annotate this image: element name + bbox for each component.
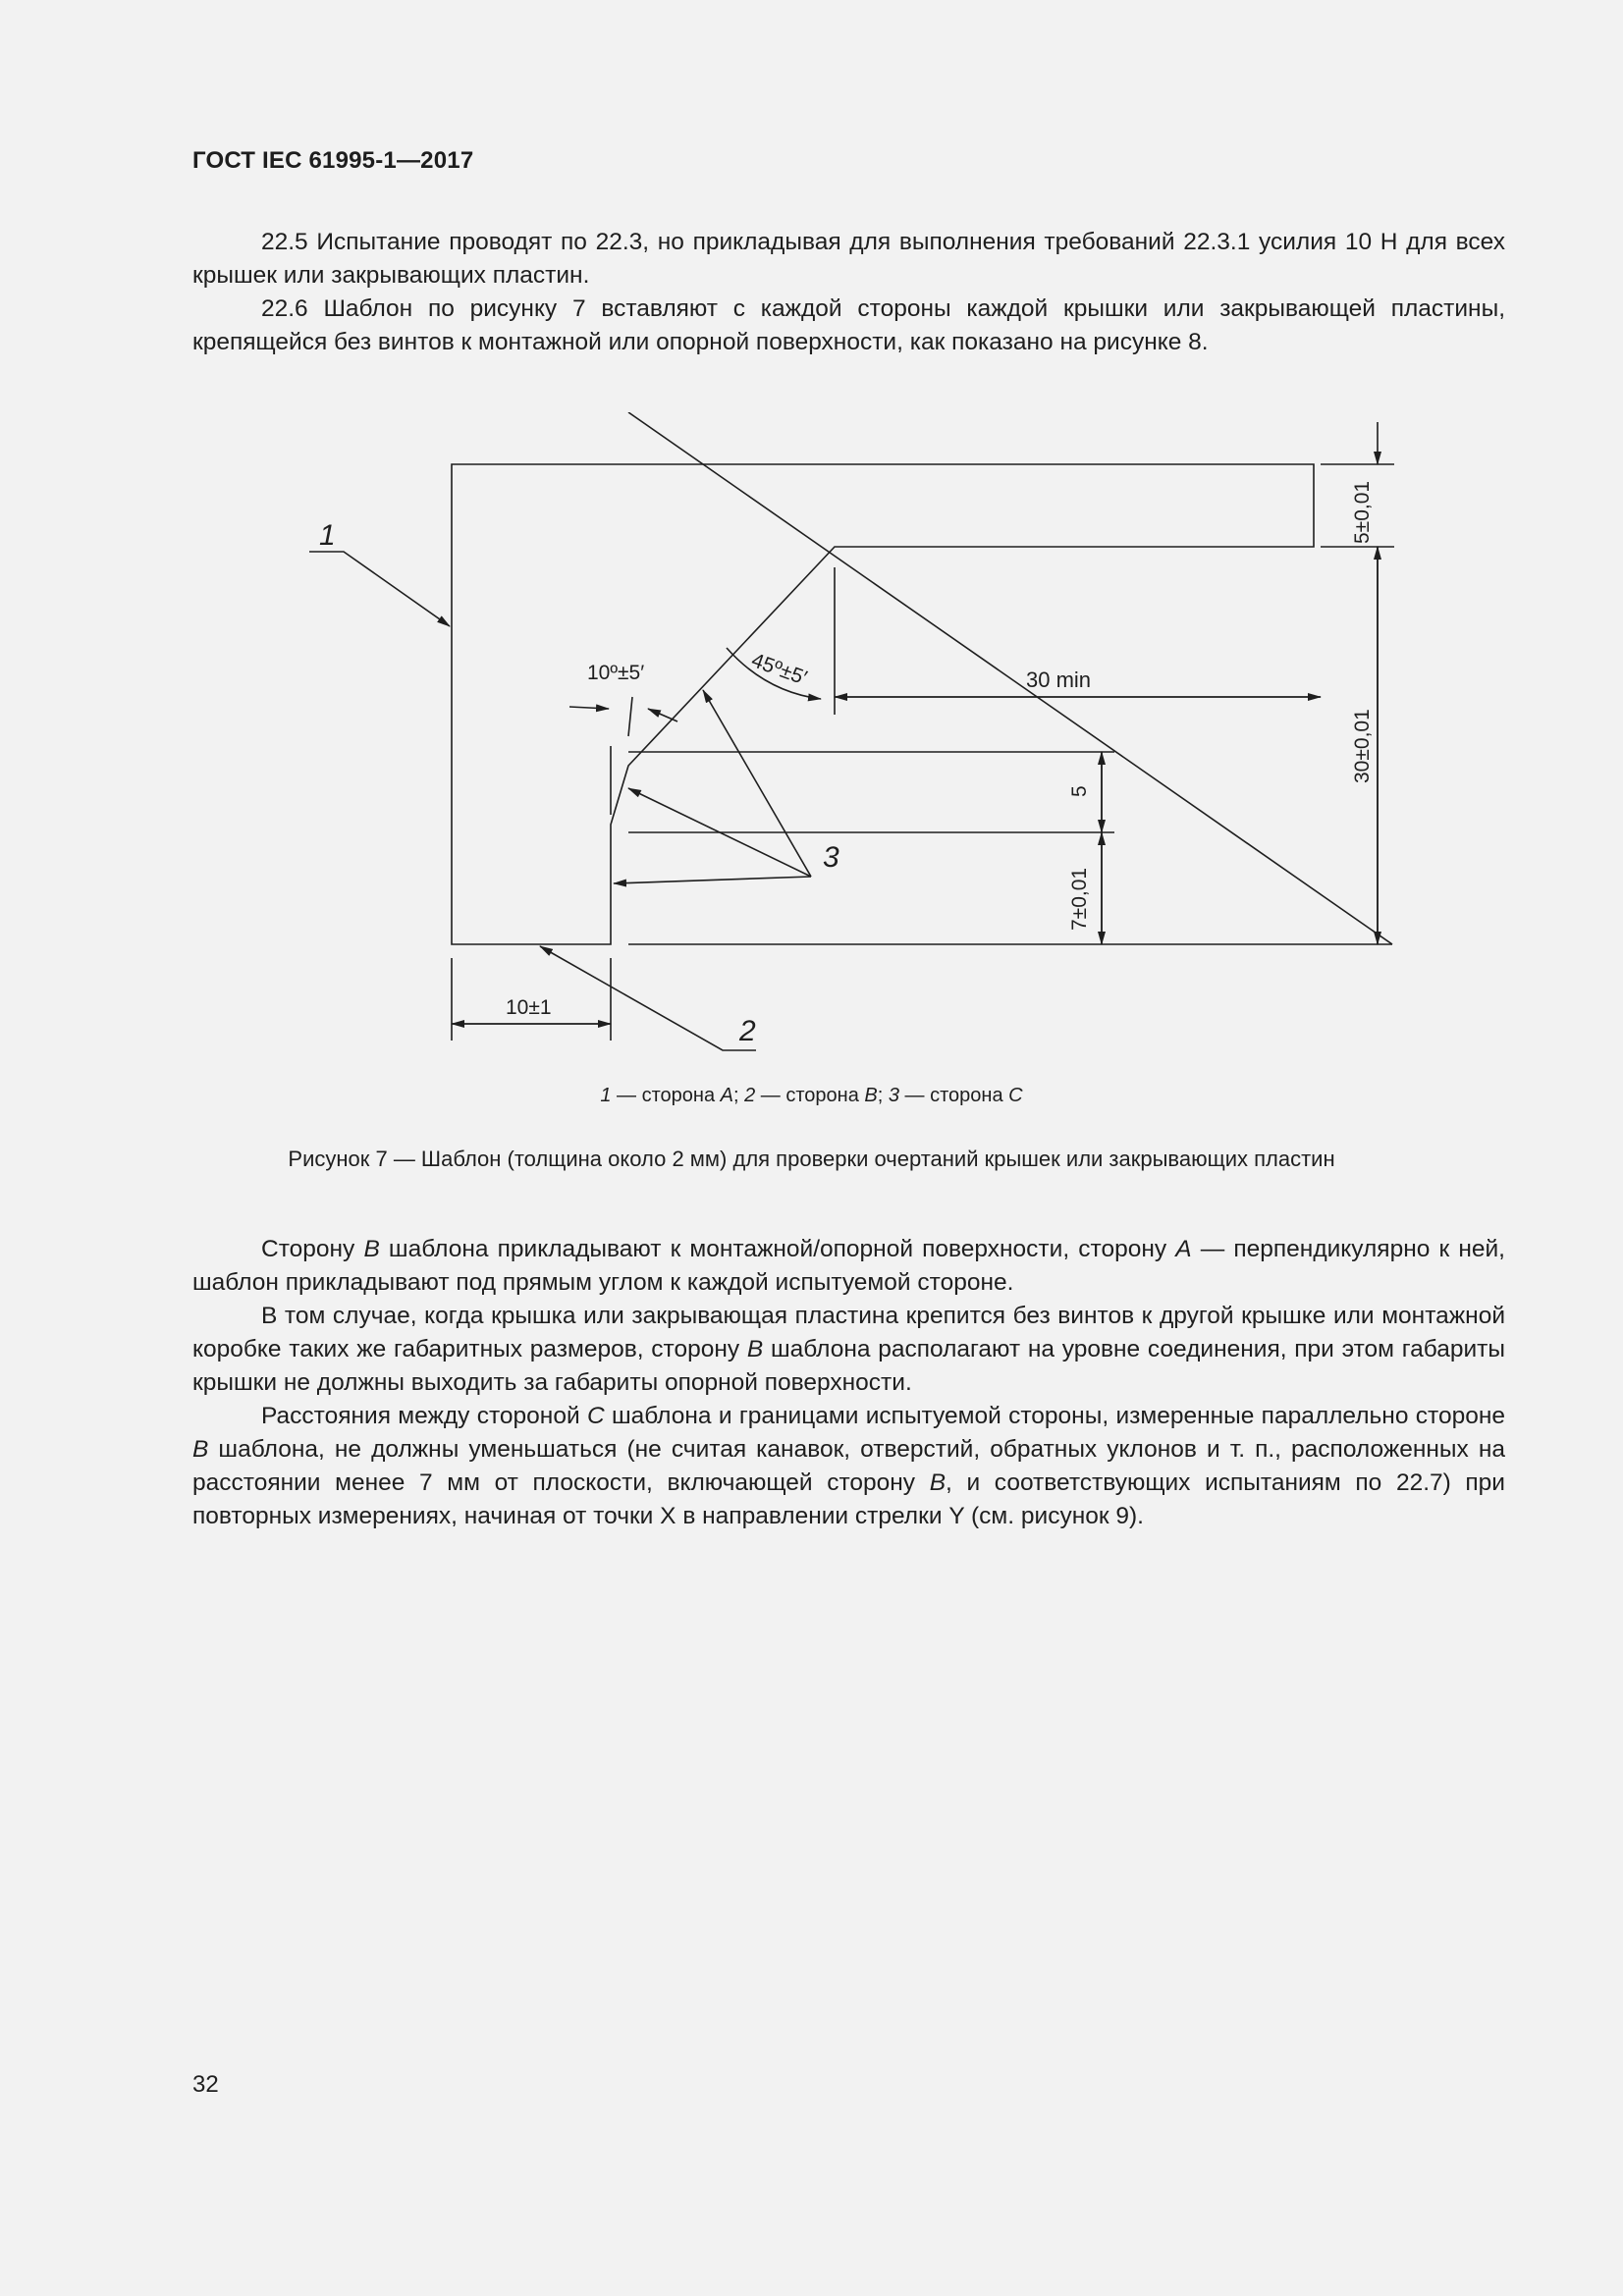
callout-2-label: 2 xyxy=(739,1015,756,1047)
dimension-10-label: 10±1 xyxy=(506,996,552,1019)
technical-drawing xyxy=(0,412,1623,1080)
legend-separator: ; xyxy=(733,1085,745,1106)
callout-1-label: 1 xyxy=(319,519,336,552)
legend-text: — сторона xyxy=(611,1085,721,1106)
dimension-5-label: 5 xyxy=(1068,785,1091,797)
paragraph-text: 22.6 Шаблон по рисунку 7 вставляют с каждой стороны каждой крышки или закрывающей пластины, крепящейся без винтов к монтажной или опорной поверхности, как показано на рисунке 8. xyxy=(192,295,1505,355)
paragraph-text: 22.5 Испытание проводят по 22.3, но прикладывая для выполнения требований 22.3.1 усилия 10 Н для всех крышек или закрывающих пластин. xyxy=(192,229,1505,289)
figure-legend xyxy=(0,1085,1623,1107)
figure-caption: Рисунок 7 — Шаблон (толщина около 2 мм) для проверки очертаний крышек или закрывающих пластин xyxy=(288,1147,1335,1171)
figure-7-template-drawing xyxy=(0,412,1623,1080)
angle-45-label: 45º±5′ xyxy=(748,649,810,690)
document-header: ГОСТ IEC 61995-1—2017 xyxy=(192,147,474,174)
legend-text: — сторона xyxy=(899,1085,1009,1106)
callout-3-label: 3 xyxy=(823,841,839,874)
paragraph-22-6 xyxy=(192,293,1505,359)
dimension-7-label: 7±0,01 xyxy=(1068,867,1091,931)
body-paragraphs xyxy=(192,1233,1505,1533)
paragraph-side-b: Сторону В шаблона прикладывают к монтажной/опорной поверхности, сторону А — перпендикулярно к ней, шаблон прикладывают под прямым углом к каждой испытуемой стороне. xyxy=(192,1236,1505,1296)
page-number: 32 xyxy=(192,2071,219,2098)
legend-side: В xyxy=(864,1085,878,1106)
paragraph-distances: Расстояния между стороной С шаблона и границами испытуемой стороны, измеренные параллельно стороне В шаблона, не должны уменьшаться (не считая канавок, отверстий, обратных уклонов и т. п., расположенных на расстоянии менее 7 мм от плоскости, включающей сторону В, и соответствующих испытаниям по 22.7) при повторных измерениях, начиная от точки X в направлении стрелки Y (см. рисунок 9). xyxy=(192,1403,1505,1529)
template-outline xyxy=(452,464,1314,944)
legend-number: 2 xyxy=(744,1085,756,1106)
paragraph-mounting: В том случае, когда крышка или закрывающая пластина крепится без винтов к другой крышке или монтажной коробке таких же габаритных размеров, сторону В шаблона располагают на уровне соединения, при этом габариты крышки не должны выходить за габариты опорной поверхности. xyxy=(192,1303,1505,1396)
legend-side: А xyxy=(720,1085,733,1106)
legend-number: 1 xyxy=(600,1085,612,1106)
legend-text: — сторона xyxy=(755,1085,865,1106)
legend-side: С xyxy=(1008,1085,1023,1106)
angle-10-label: 10º±5′ xyxy=(587,662,645,684)
legend-separator: ; xyxy=(877,1085,889,1106)
dimension-30-label: 30±0,01 xyxy=(1351,709,1374,783)
legend-number: 3 xyxy=(888,1085,899,1106)
paragraph-22-5 xyxy=(192,226,1505,293)
ground-line xyxy=(628,412,1392,944)
dimension-30-min-label: 30 min xyxy=(1026,667,1092,692)
dimension-5-top-label: 5±0,01 xyxy=(1351,480,1374,544)
